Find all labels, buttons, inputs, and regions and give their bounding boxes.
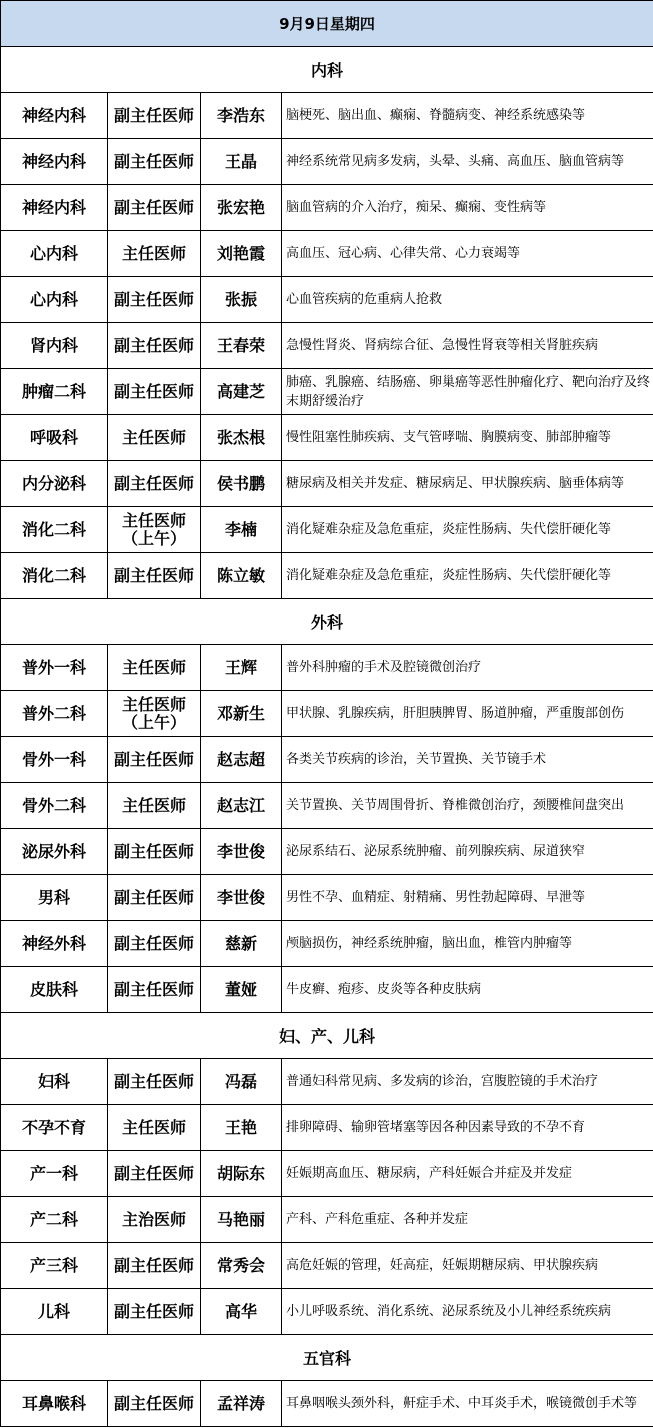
- page-title: 9月9日星期四: [1, 1, 653, 47]
- doctor-title: 副主任医师: [113, 197, 194, 217]
- department-cell: 消化二科: [1, 507, 108, 553]
- doctor-row: [1, 323, 653, 369]
- department-cell: 妇科: [1, 1059, 108, 1105]
- doctor-name-cell: 马艳丽: [201, 1197, 282, 1243]
- doctor-title: 主任医师: [121, 657, 186, 677]
- doctor-title: 副主任医师: [113, 1393, 194, 1413]
- department-cell: 心内科: [1, 277, 108, 323]
- specialty-cell: 脑血管病的介入治疗，痴呆、癫痫、变性病等: [282, 185, 653, 231]
- title-row: [1, 1, 653, 47]
- doctor-title-cell: [108, 553, 201, 599]
- specialty-cell: 高危妊娠的管理，妊高症，妊娠期糖尿病、甲状腺疾病: [282, 1243, 653, 1289]
- doctor-title-cell: [108, 1381, 201, 1427]
- doctor-row: [1, 415, 653, 461]
- doctor-name-cell: 赵志超: [201, 737, 282, 783]
- specialty-cell: 消化疑难杂症及急危重症，炎症性肠病、失代偿肝硬化等: [282, 507, 653, 553]
- doctor-row: [1, 1105, 653, 1151]
- doctor-title: 副主任医师: [113, 105, 194, 125]
- doctor-title: 副主任医师: [113, 979, 194, 999]
- specialty-cell: 关节置换、关节周围骨折、脊椎微创治疗，颈腰椎间盘突出: [282, 783, 653, 829]
- specialty-cell: 排卵障碍、输卵管堵塞等因各种因素导致的不孕不育: [282, 1105, 653, 1151]
- doctor-name-cell: 陈立敏: [201, 553, 282, 599]
- doctor-title: 副主任医师: [113, 749, 194, 769]
- doctor-title: 副主任医师: [113, 151, 194, 171]
- doctor-title-cell: [108, 185, 201, 231]
- specialty-cell: 妊娠期高血压、糖尿病，产科妊娠合并症及并发症: [282, 1151, 653, 1197]
- doctor-title: 副主任医师: [113, 1163, 194, 1183]
- doctor-title: 副主任医师: [113, 887, 194, 907]
- doctor-name-cell: 董娅: [201, 967, 282, 1013]
- doctor-title: 主任医师: [121, 694, 186, 714]
- doctor-name-cell: 邓新生: [201, 691, 282, 737]
- doctor-title: 主任医师: [121, 795, 186, 815]
- doctor-title: 主任医师: [121, 1117, 186, 1137]
- doctor-title-cell: [108, 1243, 201, 1289]
- department-cell: 神经内科: [1, 93, 108, 139]
- specialty-cell: 普通妇科常见病、多发病的诊治，宫腹腔镜的手术治疗: [282, 1059, 653, 1105]
- doctor-row: [1, 829, 653, 875]
- specialty-cell: 急慢性肾炎、肾病综合征、急慢性肾衰等相关肾脏疾病: [282, 323, 653, 369]
- doctor-row: [1, 507, 653, 553]
- specialty-cell: 心血管疾病的危重病人抢救: [282, 277, 653, 323]
- doctor-title-cell: [108, 1105, 201, 1151]
- doctor-title: 副主任医师: [113, 933, 194, 953]
- department-cell: 泌尿外科: [1, 829, 108, 875]
- department-cell: 男科: [1, 875, 108, 921]
- department-cell: 普外一科: [1, 645, 108, 691]
- doctor-row: [1, 875, 653, 921]
- doctor-name-cell: 王辉: [201, 645, 282, 691]
- doctor-name-cell: 慈新: [201, 921, 282, 967]
- department-cell: 产三科: [1, 1243, 108, 1289]
- section-header-row: [1, 1335, 653, 1381]
- doctor-title: 主任医师: [121, 427, 186, 447]
- doctor-row: [1, 139, 653, 185]
- specialty-cell: 肺癌、乳腺癌、结肠癌、卵巢癌等恶性肿瘤化疗、靶向治疗及终末期舒缓治疗: [282, 369, 653, 415]
- specialty-cell: 糖尿病及相关并发症、糖尿病足、甲状腺疾病、脑垂体病等: [282, 461, 653, 507]
- doctor-title-cell: [108, 829, 201, 875]
- doctor-name-cell: 张杰根: [201, 415, 282, 461]
- department-cell: 神经内科: [1, 139, 108, 185]
- specialty-cell: 产科、产科危重症、各种并发症: [282, 1197, 653, 1243]
- section-title: 妇、产、儿科: [1, 1013, 653, 1059]
- doctor-name-cell: 冯磊: [201, 1059, 282, 1105]
- doctor-name-cell: 王晶: [201, 139, 282, 185]
- doctor-row: [1, 1381, 653, 1427]
- specialty-cell: 泌尿系结石、泌尿系统肿瘤、前列腺疾病、尿道狭窄: [282, 829, 653, 875]
- doctor-title: 副主任医师: [113, 289, 194, 309]
- doctor-title-cell: [108, 783, 201, 829]
- doctor-name-cell: 刘艳霞: [201, 231, 282, 277]
- specialty-cell: 慢性阻塞性肺疾病、支气管哮喘、胸膜病变、肺部肿瘤等: [282, 415, 653, 461]
- doctor-row: [1, 277, 653, 323]
- department-cell: 耳鼻喉科: [1, 1381, 108, 1427]
- doctor-title-cell: [108, 323, 201, 369]
- doctor-row: [1, 231, 653, 277]
- doctor-title-cell: [108, 461, 201, 507]
- doctor-name-cell: 王艳: [201, 1105, 282, 1151]
- doctor-row: [1, 461, 653, 507]
- specialty-cell: 颅脑损伤，神经系统肿瘤，脑出血，椎管内肿瘤等: [282, 921, 653, 967]
- doctor-row: [1, 645, 653, 691]
- doctor-title: 主任医师: [121, 243, 186, 263]
- doctor-row: [1, 553, 653, 599]
- department-cell: 内分泌科: [1, 461, 108, 507]
- doctor-row: [1, 921, 653, 967]
- doctor-title: 副主任医师: [113, 841, 194, 861]
- section-header-row: [1, 47, 653, 93]
- doctor-title-cell: [108, 139, 201, 185]
- section-title: 内科: [1, 47, 653, 93]
- doctor-row: [1, 369, 653, 415]
- section-title: 五官科: [1, 1335, 653, 1381]
- department-cell: 普外二科: [1, 691, 108, 737]
- doctor-title: 副主任医师: [113, 1301, 194, 1321]
- department-cell: 儿科: [1, 1289, 108, 1335]
- doctor-row: [1, 185, 653, 231]
- department-cell: 皮肤科: [1, 967, 108, 1013]
- doctor-row: [1, 737, 653, 783]
- doctor-row: [1, 967, 653, 1013]
- doctor-name-cell: 孟祥涛: [201, 1381, 282, 1427]
- doctor-row: [1, 1289, 653, 1335]
- section-header-row: [1, 1013, 653, 1059]
- department-cell: 消化二科: [1, 553, 108, 599]
- doctor-row: [1, 783, 653, 829]
- doctor-title-cell: [108, 507, 201, 553]
- specialty-cell: 耳鼻咽喉头颈外科，鼾症手术、中耳炎手术，喉镜微创手术等: [282, 1381, 653, 1427]
- specialty-cell: 神经系统常见病多发病，头晕、头痛、高血压、脑血管病等: [282, 139, 653, 185]
- doctor-title-cell: [108, 921, 201, 967]
- specialty-cell: 脑梗死、脑出血、癫痫、脊髓病变、神经系统感染等: [282, 93, 653, 139]
- specialty-cell: 各类关节疾病的诊治，关节置换、关节镜手术: [282, 737, 653, 783]
- doctor-title-cell: [108, 645, 201, 691]
- doctor-row: [1, 1059, 653, 1105]
- doctor-title: 副主任医师: [113, 1071, 194, 1091]
- doctor-name-cell: 胡际东: [201, 1151, 282, 1197]
- doctor-title: 副主任医师: [113, 565, 194, 585]
- department-cell: 神经外科: [1, 921, 108, 967]
- doctor-title-cell: [108, 691, 201, 737]
- doctor-name-cell: 高建芝: [201, 369, 282, 415]
- doctor-row: [1, 93, 653, 139]
- department-cell: 骨外二科: [1, 783, 108, 829]
- doctor-title: 副主任医师: [113, 335, 194, 355]
- specialty-cell: 普外科肿瘤的手术及腔镜微创治疗: [282, 645, 653, 691]
- doctor-name-cell: 王春荣: [201, 323, 282, 369]
- specialty-cell: 小儿呼吸系统、消化系统、泌尿系统及小儿神经系统疾病: [282, 1289, 653, 1335]
- doctor-name-cell: 张宏艳: [201, 185, 282, 231]
- department-cell: 神经内科: [1, 185, 108, 231]
- doctor-title-cell: [108, 231, 201, 277]
- doctor-title-cell: [108, 277, 201, 323]
- department-cell: 呼吸科: [1, 415, 108, 461]
- schedule-body: [1, 1, 653, 1427]
- doctor-title-cell: [108, 737, 201, 783]
- department-cell: 不孕不育: [1, 1105, 108, 1151]
- doctor-title-cell: [108, 1151, 201, 1197]
- department-cell: 心内科: [1, 231, 108, 277]
- doctor-title-cell: [108, 369, 201, 415]
- doctor-name-cell: 高华: [201, 1289, 282, 1335]
- doctor-title-note: （上午）: [121, 712, 186, 732]
- department-cell: 肾内科: [1, 323, 108, 369]
- doctor-title-cell: [108, 1197, 201, 1243]
- doctor-name-cell: 李楠: [201, 507, 282, 553]
- doctor-title: 主任医师: [121, 510, 186, 530]
- section-title: 外科: [1, 599, 653, 645]
- doctor-name-cell: 李世俊: [201, 875, 282, 921]
- doctor-name-cell: 李世俊: [201, 829, 282, 875]
- specialty-cell: 消化疑难杂症及急危重症，炎症性肠病、失代偿肝硬化等: [282, 553, 653, 599]
- department-cell: 产一科: [1, 1151, 108, 1197]
- doctor-name-cell: 常秀会: [201, 1243, 282, 1289]
- specialty-cell: 牛皮癣、疱疹、皮炎等各种皮肤病: [282, 967, 653, 1013]
- department-cell: 产二科: [1, 1197, 108, 1243]
- doctor-name-cell: 侯书鹏: [201, 461, 282, 507]
- doctor-title: 副主任医师: [113, 381, 194, 401]
- department-cell: 骨外一科: [1, 737, 108, 783]
- doctor-row: [1, 1151, 653, 1197]
- doctor-title-cell: [108, 415, 201, 461]
- doctor-row: [1, 1197, 653, 1243]
- specialty-cell: 甲状腺、乳腺疾病，肝胆胰脾胃、肠道肿瘤，严重腹部创伤: [282, 691, 653, 737]
- department-cell: 肿瘤二科: [1, 369, 108, 415]
- doctor-title-cell: [108, 1289, 201, 1335]
- doctor-title-cell: [108, 93, 201, 139]
- doctor-title-note: （上午）: [121, 528, 186, 548]
- doctor-title: 主治医师: [121, 1209, 186, 1229]
- doctor-name-cell: 李浩东: [201, 93, 282, 139]
- doctor-title: 副主任医师: [113, 1255, 194, 1275]
- doctor-row: [1, 1243, 653, 1289]
- specialty-cell: 高血压、冠心病、心律失常、心力衰竭等: [282, 231, 653, 277]
- doctor-name-cell: 赵志江: [201, 783, 282, 829]
- specialty-cell: 男性不孕、血精症、射精痛、男性勃起障碍、早泄等: [282, 875, 653, 921]
- doctor-title-cell: [108, 875, 201, 921]
- doctor-title-cell: [108, 967, 201, 1013]
- doctor-title: 副主任医师: [113, 473, 194, 493]
- doctor-title-cell: [108, 1059, 201, 1105]
- doctor-name-cell: 张振: [201, 277, 282, 323]
- section-header-row: [1, 599, 653, 645]
- doctor-row: [1, 691, 653, 737]
